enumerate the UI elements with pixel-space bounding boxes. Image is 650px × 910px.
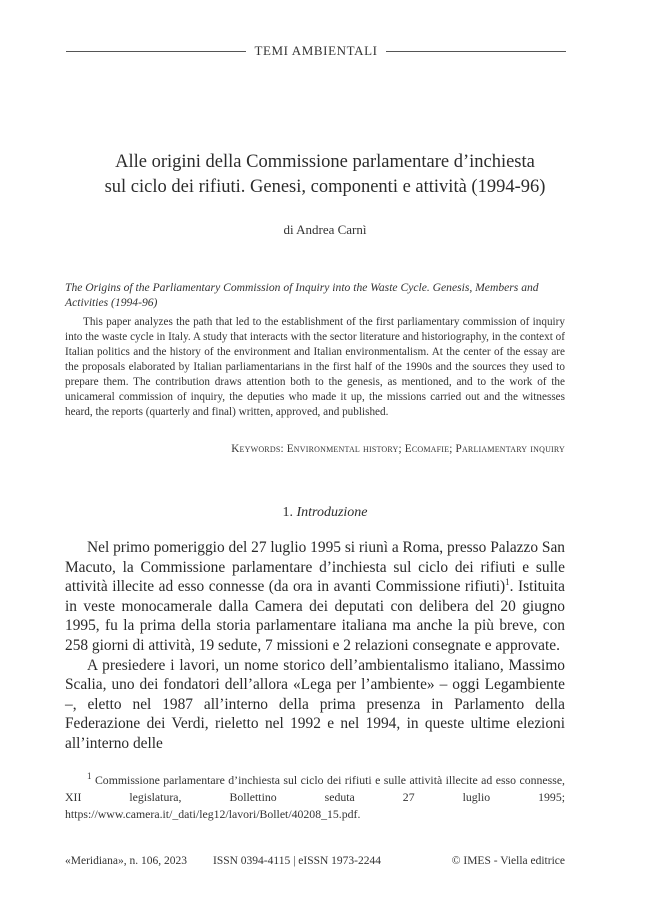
footnote-number: 1: [87, 771, 92, 782]
article-title: [40, 150, 610, 200]
running-head-label: TEMI AMBIENTALI: [254, 43, 378, 58]
abstract-keywords: Keywords: Environmental history; Ecomafie; Parliamentary inquiry: [231, 443, 565, 455]
footnote-text: Commissione parlamentare d’inchiesta sul ciclo dei rifiuti e sulle attività illecite ad esso connesse, XII legislatura, Bollettino seduta 27 luglio 1995; https://www.camera.it/_dati/leg12/lavori/Bollet/40208_15.pdf.: [65, 773, 566, 821]
footer-issn: ISSN 0394-4115 | eISSN 1973-2244: [213, 855, 381, 867]
page-footer: [65, 855, 565, 871]
paragraph-text: . Istituita in veste monocamerale dalla Camera dei deputati con delibera del 20 giugno 1995, fu la prima della storia parlamentare italiana ma anche la più breve, con 258 giorni di attività, 19 sedute, 7 missioni e 2 relazioni consegnate e approvate.: [65, 578, 565, 654]
body-text: [65, 538, 565, 754]
abstract-body: This paper analyzes the path that led to the establishment of the first parliamentary commission of inquiry into the waste cycle in Italy. A study that interacts with the sector literature and historiography, in the context of Italian politics and the history of the environment and Italian environmentalism. At the center of the essay are the proposals elaborated by Italian parliamentarians in the first half of the 1990s and the sources they used to prepare them. The contribution draws attention both to the genesis, as mentioned, and to the work of the unicameral commission of inquiry, the deputies who made it up, the missions carried out and the witnesses heard, the reports (quarterly and final) written, approved, and published.: [65, 316, 565, 418]
paragraph-text: A presiedere i lavori, un nome storico dell’ambientalismo italiano, Massimo Scalia, uno dei fondatori dell’allora «Lega per l’ambiente» – oggi Legambiente –, eletto nel 1987 all’interno della prima presenza in Parlamento della Federazione dei Verdi, rieletto nel 1992 e nel 1994, in queste ultime elezioni all’interno delle: [65, 656, 565, 752]
footer-journal: «Meridiana», n. 106, 2023: [65, 855, 188, 867]
body-paragraph: [65, 656, 565, 754]
article-title-line-2: sul ciclo dei rifiuti. Genesi, componenti e attività (1994-96): [104, 177, 546, 197]
article-author: di Andrea Carnì: [283, 222, 367, 237]
running-head-rule-right: [386, 51, 566, 52]
paragraph-text: Nel primo pomeriggio del 27 luglio 1995 si riunì a Roma, presso Palazzo San Macuto, la Commissione parlamentare d’inchiesta sul ciclo dei rifiuti e sulle attività illecite ad esso connesse (da ora in avanti Commissione rifiuti): [65, 539, 565, 596]
section-heading: [40, 505, 610, 521]
section-title: Introduzione: [296, 505, 368, 520]
abstract-title: The Origins of the Parliamentary Commission of Inquiry into the Waste Cycle. Genesis, Members and Activities (1994-96): [65, 281, 539, 309]
section-number: 1.: [282, 505, 293, 520]
body-paragraph: [65, 538, 565, 656]
footnote-reference[interactable]: 1: [505, 577, 510, 588]
footer-publisher: © IMES - Viella editrice: [451, 855, 565, 867]
running-head-rule-left: [66, 51, 246, 52]
footnote: [65, 772, 565, 823]
running-head: [66, 41, 566, 61]
article-title-line-1: Alle origini della Commissione parlamentare d’inchiesta: [115, 152, 535, 172]
